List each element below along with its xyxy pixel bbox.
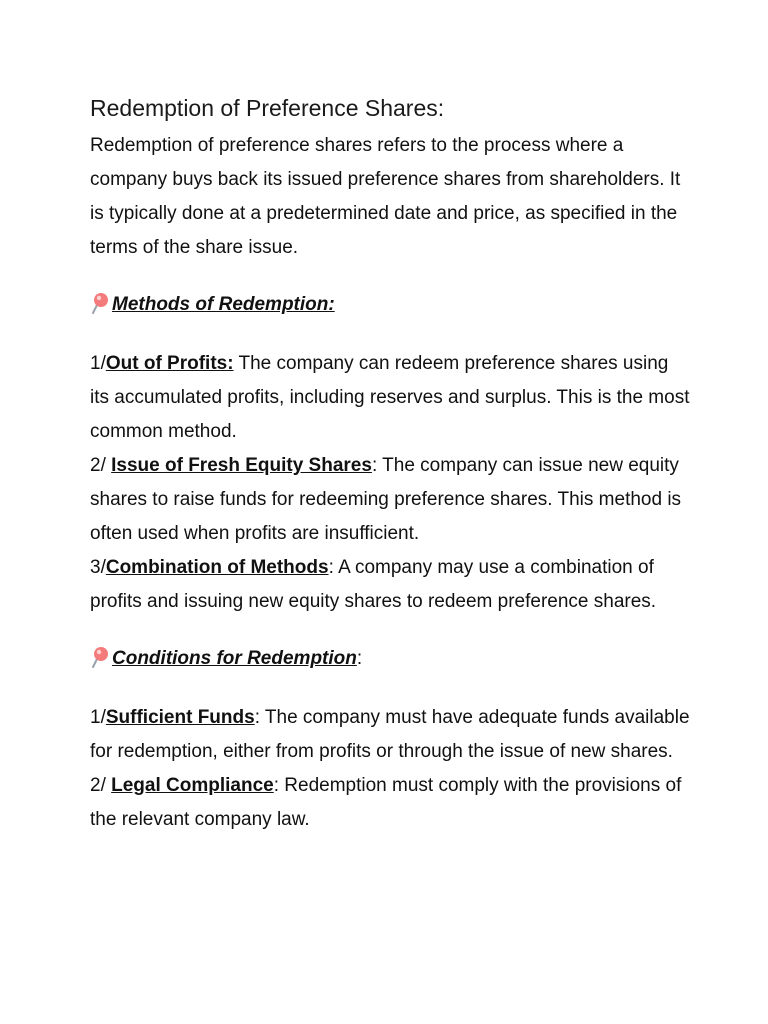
intro-paragraph: Redemption of preference shares refers to the process where a company buys back its issued preference shares from shareholders. It is typically done at a predetermined date and price, as specified in the terms of the share issue. — [90, 135, 681, 258]
item-number: 1/ — [90, 707, 106, 728]
item-text: : The company can issue new equity shares to raise funds for redeeming preference shares. This method is often used when profits are insufficient. — [90, 455, 682, 544]
document-page — [90, 90, 690, 837]
list-item — [90, 449, 690, 551]
item-number: 3/ — [90, 557, 106, 578]
item-lead: Legal Compliance — [111, 775, 274, 796]
page-title: Redemption of Preference Shares: — [90, 95, 445, 121]
item-lead: Combination of Methods — [105, 557, 329, 578]
list-item — [90, 701, 690, 769]
item-number: 1/ — [90, 353, 106, 374]
list-item — [90, 347, 690, 449]
round-pushpin-icon — [90, 646, 110, 668]
item-lead: Out of Profits: — [105, 353, 234, 374]
item-text: The company can redeem preference shares using its accumulated profits, including reserves and surplus. This is the most common method. — [90, 353, 690, 442]
list-item — [90, 551, 690, 619]
item-lead: Sufficient Funds — [105, 707, 255, 728]
section-heading-text: Conditions for Redemption — [112, 648, 357, 669]
item-number: 2/ — [90, 775, 112, 796]
list-item — [90, 769, 690, 837]
round-pushpin-icon — [90, 292, 110, 314]
item-lead: Issue of Fresh Equity Shares — [111, 455, 372, 476]
item-text: : A company may use a combination of profits and issuing new equity shares to redeem preference shares. — [90, 557, 657, 612]
section-heading-text: Methods of Redemption: — [112, 294, 335, 315]
item-text: : Redemption must comply with the provisions of the relevant company law. — [90, 775, 682, 830]
section-heading-suffix: : — [356, 648, 363, 669]
section-heading-methods — [90, 288, 690, 322]
item-text: : The company must have adequate funds available for redemption, either from profits or through the issue of new shares. — [90, 707, 690, 762]
section-heading-conditions — [90, 642, 690, 676]
item-number: 2/ — [90, 455, 112, 476]
